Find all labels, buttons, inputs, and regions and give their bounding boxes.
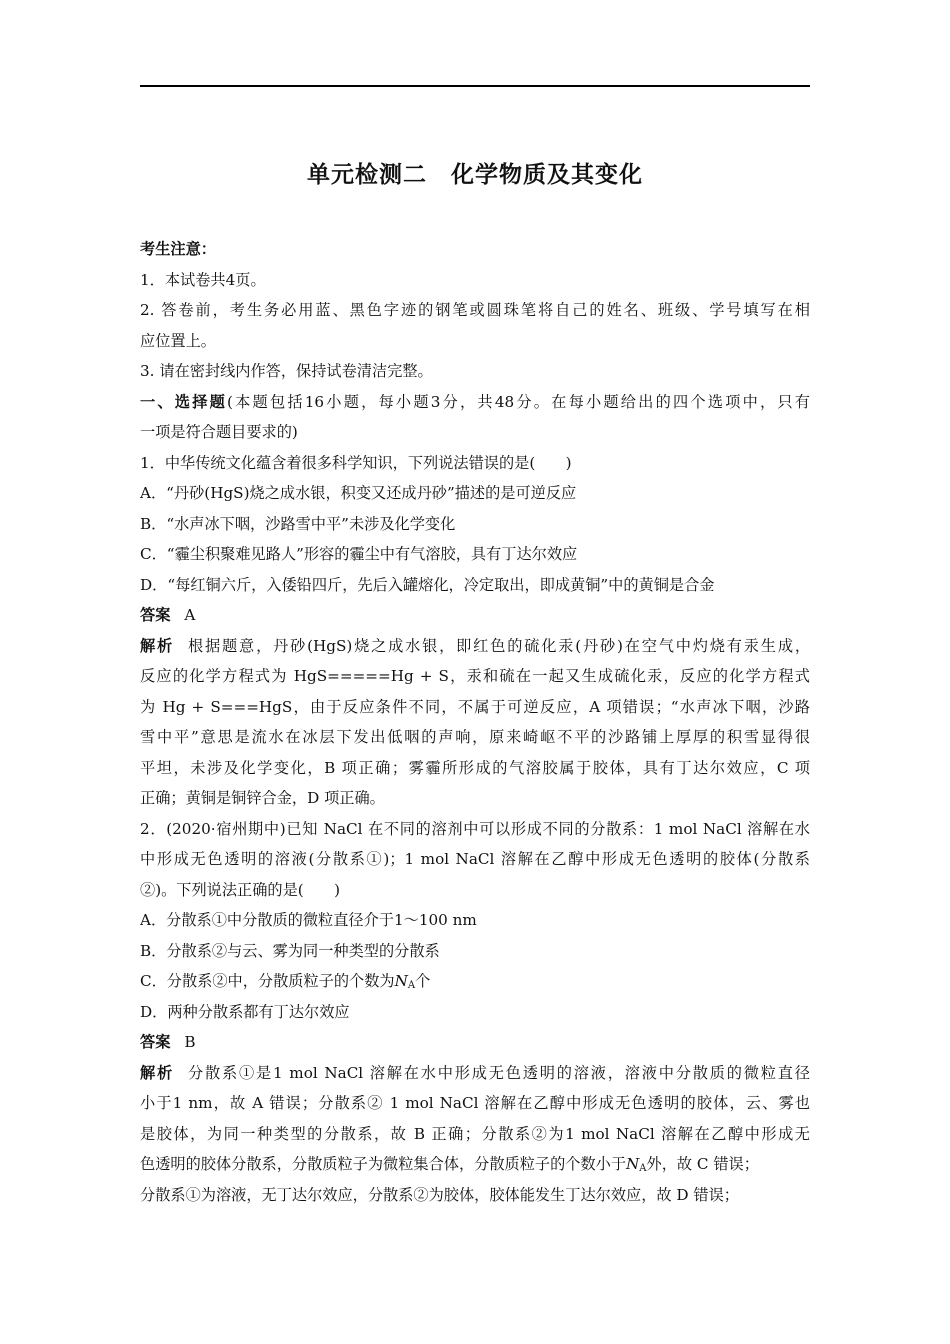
- question-2-analysis-line: 是胶体，为同一种类型的分散系，故 B 正确；分散系②为1 mol NaCl 溶解在乙醇中形成无: [140, 1124, 810, 1143]
- question-1-analysis-line: 正确；黄铜是铜锌合金，D 项正确。: [140, 789, 385, 807]
- question-2-analysis-line: [140, 1149, 810, 1180]
- option-text-tail: 个: [415, 972, 431, 990]
- answer-value: B: [184, 1033, 196, 1051]
- question-2-option-c: [140, 966, 810, 997]
- header-rule: [140, 85, 810, 87]
- notice-item: 1．本试卷共4页。: [140, 270, 266, 289]
- notice-item: 应位置上。: [140, 331, 216, 350]
- question-2-analysis-line: 分散系①为溶液，无丁达尔效应，分散系②为胶体，胶体能发生丁达尔效应，故 D 错误；: [140, 1185, 739, 1204]
- option-text: C．分散系②中，分散质粒子的个数为: [140, 972, 395, 990]
- question-1-option-c: C．“霾尘积聚难见路人”形容的霾尘中有气溶胶，具有丁达尔效应: [140, 545, 578, 563]
- analysis-label: 解析: [140, 636, 175, 655]
- page-title: 单元检测二 化学物质及其变化: [307, 162, 643, 188]
- avogadro-subscript: A: [639, 1163, 647, 1174]
- notice-heading: 考生注意：: [140, 240, 216, 258]
- avogadro-subscript: A: [407, 980, 416, 991]
- question-1-analysis-line: 平坦，未涉及化学变化，B 项正确；雾霾所形成的气溶胶属于胶体，具有丁达尔效应，C 项: [140, 758, 810, 777]
- answer-label: 答案: [140, 1033, 171, 1051]
- question-2-option-b: B．分散系②与云、雾为同一种类型的分散系: [140, 941, 440, 960]
- notice-item: 2. 答卷前，考生务必用蓝、黑色字迹的钢笔或圆珠笔将自己的姓名、班级、学号填写在相: [140, 301, 810, 319]
- answer-value: A: [184, 606, 196, 624]
- question-2-stem: ②)。下列说法正确的是( ): [140, 880, 341, 899]
- avogadro-symbol: N: [626, 1155, 640, 1173]
- avogadro-symbol: N: [394, 972, 408, 990]
- question-1-analysis-line: 雪中平”意思是流水在冰层下发出低咽的声响，原来崎岖不平的沙路铺上厚厚的积雪显得很: [140, 728, 810, 746]
- question-2-option-d: D．两种分散系都有丁达尔效应: [140, 1002, 350, 1021]
- question-1-option-d: D．“每红铜六斤，入倭铅四斤，先后入罐熔化，冷定取出，即成黄铜”中的黄铜是合金: [140, 575, 715, 594]
- section-description: 一项是符合题目要求的): [140, 423, 298, 441]
- question-2-analysis-line: 小于1 nm，故 A 错误；分散系② 1 mol NaCl 溶解在乙醇中形成无色透明的胶体，云、雾也: [140, 1094, 810, 1112]
- section-heading-line: [140, 387, 810, 418]
- question-2-analysis-line: [140, 1058, 810, 1089]
- analysis-text: 分散系①是1 mol NaCl 溶解在水中形成无色透明的溶液，溶液中分散质的微粒直径: [188, 1063, 810, 1082]
- question-1-analysis-line: [140, 631, 810, 662]
- question-2-stem: 2．(2020·宿州期中)已知 NaCl 在不同的溶剂中可以形成不同的分散系：1 mol NaCl 溶解在水: [140, 819, 810, 838]
- analysis-text: 根据题意，丹砂(HgS)烧之成水银，即红色的硫化汞(丹砂)在空气中灼烧有汞生成，: [188, 636, 810, 655]
- question-1-option-b: B．“水声冰下咽，沙路雪中平”未涉及化学变化: [140, 514, 456, 533]
- question-1-answer: [140, 600, 810, 631]
- document-body: [140, 234, 810, 1210]
- section-heading: 一、选择题: [140, 392, 228, 411]
- question-1-stem: 1．中华传统文化蕴含着很多科学知识，下列说法错误的是( ): [140, 453, 572, 472]
- question-2-answer: [140, 1027, 810, 1058]
- notice-item: 3. 请在密封线内作答，保持试卷清洁完整。: [140, 362, 433, 380]
- section-description: (本题包括16小题，每小题3分，共48分。在每小题给出的四个选项中，只有: [227, 392, 810, 411]
- analysis-text: 色透明的胶体分散系，分散质粒子为微粒集合体，分散质粒子的个数小于: [140, 1155, 626, 1173]
- question-2-option-a: A．分散系①中分散质的微粒直径介于1～100 nm: [140, 911, 477, 929]
- analysis-label: 解析: [140, 1063, 174, 1082]
- question-1-analysis-line: 为 Hg + S===HgS，由于反应条件不同，不属于可逆反应，A 项错误；“水声冰下咽，沙路: [140, 697, 810, 716]
- question-2-stem: 中形成无色透明的溶液(分散系①)；1 mol NaCl 溶解在乙醇中形成无色透明的胶体(分散系: [140, 850, 810, 868]
- question-1-option-a: A．“丹砂(HgS)烧之成水银，积变又还成丹砂”描述的是可逆反应: [140, 484, 577, 502]
- analysis-text: 外，故 C 错误；: [646, 1155, 759, 1173]
- question-1-analysis-line: 反应的化学方程式为 HgS=====Hg + S，汞和硫在一起又生成硫化汞，反应的化学方程式: [140, 667, 810, 685]
- answer-label: 答案: [140, 606, 171, 624]
